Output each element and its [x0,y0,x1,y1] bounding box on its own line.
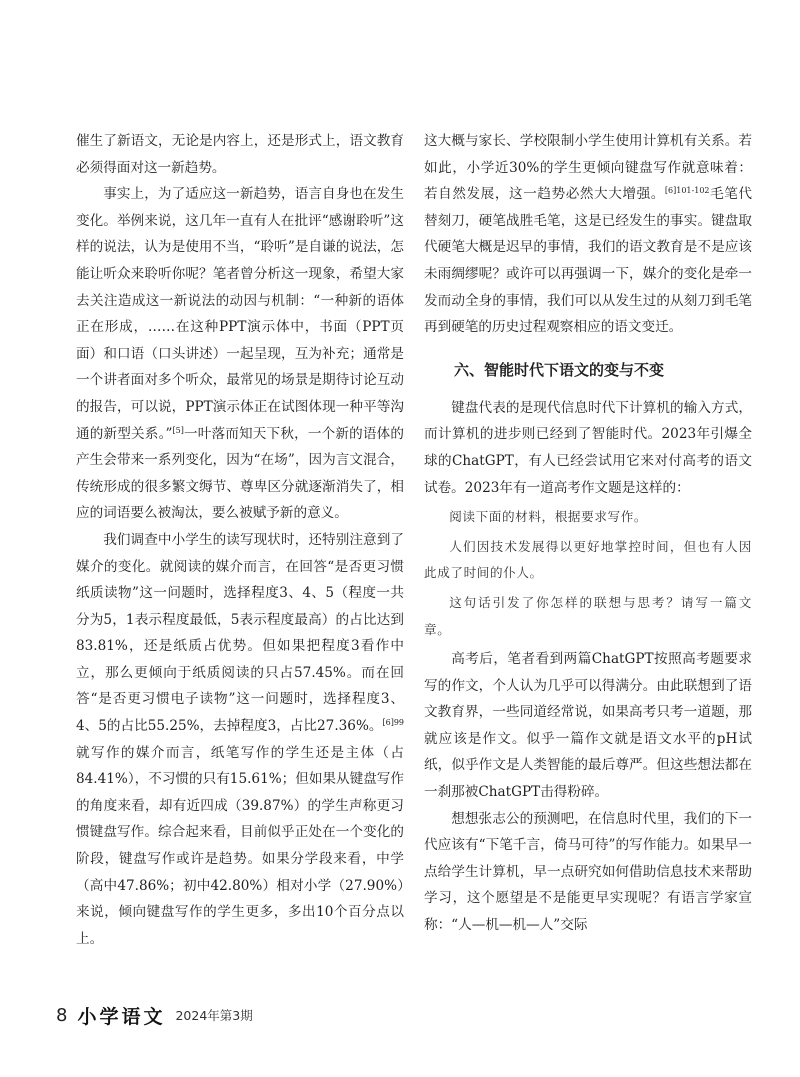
paragraph-text: 毛笔代替刻刀，硬笔战胜毛笔，这是已经发生的事实。键盘取代硬笔大概是迟早的事情，我们的语文教育是不是应该未雨绸缪呢？或许可以再强调一下，媒介的变化是牵一发而动全身的事情，我们可以从发生过的从刻刀到毛笔再到硬笔的历史过程观察相应的语文变迁。 [424,186,753,336]
paragraph [424,128,752,341]
paragraph: 键盘代表的是现代信息时代下计算机的输入方式，而计算机的进步则已经到了智能时代。2023年引爆全球的ChatGPT，有人已经尝试用它来对付高考的语文试卷。2023年有一道高考作文题是这样的： [424,399,752,496]
citation-ref: [6]101-102 [664,186,710,196]
section-heading: 六、智能时代下语文的变与不变 [454,360,665,379]
left-column [76,128,404,952]
page-footer [56,1003,253,1027]
right-column [424,128,752,939]
paragraph: 想想张志公的预测吧，在信息时代里，我们的下一代应该有“下笔千言，倚马可待”的写作能力。如果早一点给学生计算机，早一点研究如何借助信息技术来帮助学习，这个愿望是不是能更早实现呢？有语言学家宣称：“人—机—机—人”交际 [424,810,752,934]
quoted-prompt-line: 这句话引发了你怎样的联想与思考？请写一篇文章。 [424,594,752,637]
paragraph-text: 我们调查中小学生的读写现状时，还特别注意到了媒介的变化。就阅读的媒介而言，在回答“是否更习惯纸质读物”这一问题时，选择程度3、4、5（程度一共分为5，1表示程度最低，5表示程度最高）的占比达到83.81%，还是纸质占优势。但如果把程度3看作中立，那么更倾向于纸质阅读的只占57.45%。而在回答“是否更习惯电子读物”这一问题时，选择程度3、4、5的占比55.25%，去掉程度3，占比27.36%。 [76,531,404,735]
paragraph [76,527,404,953]
paragraph-text: 就写作的媒介而言，纸笔写作的学生还是主体（占84.41%），不习惯的只有15.61%；但如果从键盘写作的角度来看，却有近四成（39.87%）的学生声称更习惯键盘写作。综合起来看，目前似乎正处在一个变化的阶段，键盘写作或许是趋势。如果分学段来看，中学（高中47.86%；初中42.80%）相对小学（27.90%）来说，倾向键盘写作的学生更多，多出10个百分点以上。 [76,744,404,947]
paragraph [76,181,404,527]
page-number: 8 [56,1004,68,1026]
paragraph-text: 这大概与家长、学校限制小学生使用计算机有关系。若如此，小学近30%的学生更倾向键盘写作就意味着：若自然发展，这一趋势必然大大增强。 [424,133,752,203]
paragraph-text: 事实上，为了适应这一新趋势，语言自身也在发生变化。举例来说，这几年一直有人在批评“感谢聆听”这样的说法，认为是使用不当，“聆听”是自谦的说法，怎能让听众来聆听你呢？笔者曾分析这一现象，希望大家去关注造成这一新说法的动因与机制：“一种新的语体正在形成，……在这种PPT演示体中，书面（PPT页面）和口语（口头讲述）一起呈现，互为补充；通常是一个讲者面对多个听众，最常见的场景是期待讨论互动的报告，可以说，PPT演示体正在试图体现一种平等沟通的新型关系。” [76,186,404,442]
citation-ref: [6]99 [382,718,404,728]
quoted-prompt-line: 阅读下面的材料，根据要求写作。 [449,509,648,525]
paragraph: 高考后，笔者看到两篇ChatGPT按照高考题要求写的作文，个人认为几乎可以得满分。由此联想到了语文教育界，一些同道经常说，如果高考只考一道题，那就应该是作文。似乎一篇作文就是语文水平的pH试纸，似乎作文是人类智能的最后尊严。但这些想法都在一刹那被ChatGPT击得粉碎。 [424,651,752,801]
citation-ref: [5] [172,425,184,435]
paragraph-text: 一叶落而知天下秋，一个新的语体的产生会带来一系列变化，因为“在场”，因为言文混合，传统形成的很多繁文缛节、尊卑区分就逐渐消失了，相应的词语要么被淘汰，要么被赋予新的意义。 [76,425,405,522]
magazine-logo: 小学语文 [77,1005,166,1028]
paragraph: 催生了新语文，无论是内容上，还是形式上，语文教育必须得面对这一新趋势。 [76,133,404,176]
quoted-prompt-line: 人们因技术发展得以更好地掌控时间，但也有人因此成了时间的仆人。 [424,538,752,581]
issue-label: 2024年第3期 [175,1008,253,1023]
